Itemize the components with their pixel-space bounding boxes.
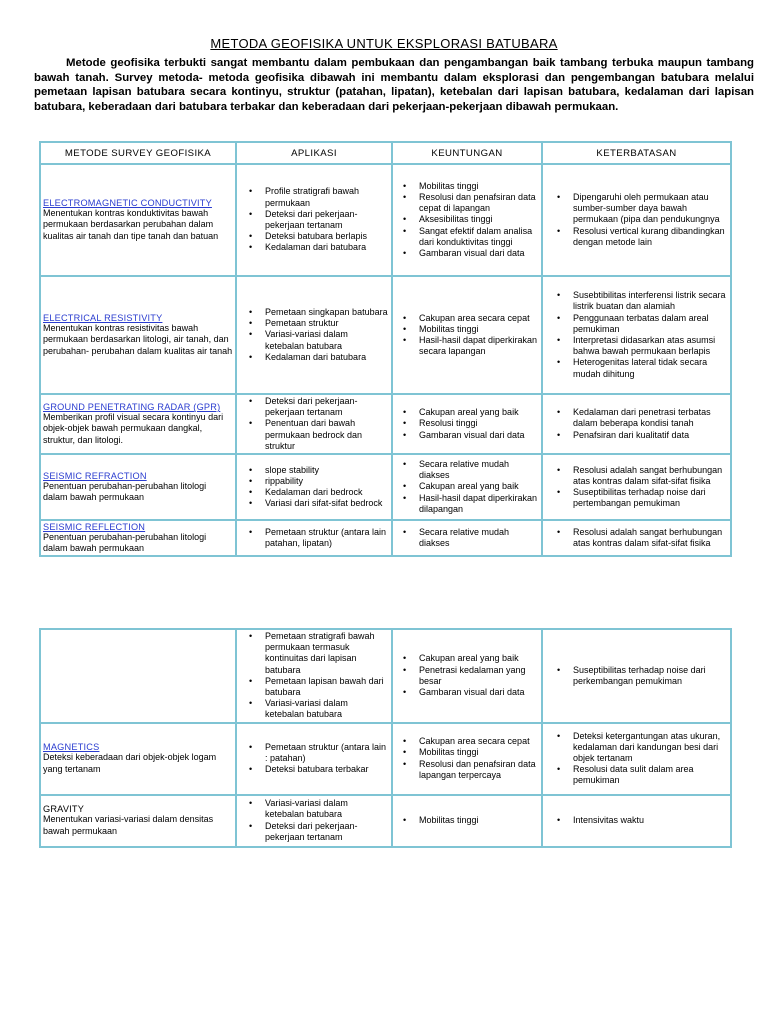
method-description: Penentuan perubahan-perubahan litologi dalam bawah permukaan bbox=[43, 532, 207, 554]
list-item: • Gambaran visual dari data bbox=[419, 248, 539, 259]
list-item: • Hasil-hasil dapat diperkirakan dilapangan bbox=[419, 493, 539, 515]
method-description: Penentuan perubahan-perubahan litologi dalam bawah permukaan bbox=[43, 480, 207, 503]
list-item: • Resolusi tinggi bbox=[419, 418, 539, 429]
aplikasi-list bbox=[239, 631, 389, 721]
aplikasi-list bbox=[239, 186, 389, 253]
table-1-body bbox=[40, 164, 731, 556]
aplikasi-list bbox=[239, 798, 389, 843]
method-name[interactable]: SEISMIC REFLECTION bbox=[43, 522, 146, 533]
list-item: • Deteksi dari pekerjaan-pekerjaan tertanam bbox=[265, 396, 389, 418]
table-row bbox=[40, 164, 731, 276]
list-item: • Deteksi ketergantungan atas ukuran, kedalaman dari kandungan besi dari objek tertanam bbox=[573, 731, 728, 765]
list-item: • Aksesibilitas tinggi bbox=[419, 214, 539, 225]
list-item: • Variasi-variasi dalam ketebalan batubara bbox=[265, 798, 389, 820]
keuntungan-cell bbox=[392, 276, 542, 394]
method-description: Memberikan profil visual secara kontinyu dari objek-objek bawah permukaan dangkal, struktur, dan litologi. bbox=[43, 412, 224, 445]
list-item: • Cakupan area secara cepat bbox=[419, 313, 539, 324]
aplikasi-cell bbox=[236, 723, 392, 795]
keterbatasan-list bbox=[545, 731, 728, 787]
list-item: • Sangat efektif dalam analisa dari konduktivitas tinggi bbox=[419, 226, 539, 248]
keuntungan-cell bbox=[392, 795, 542, 847]
method-cell bbox=[40, 520, 236, 556]
keterbatasan-list bbox=[545, 815, 728, 826]
keterbatasan-cell bbox=[542, 276, 731, 394]
aplikasi-cell bbox=[236, 520, 392, 556]
aplikasi-list bbox=[239, 396, 389, 452]
table-row bbox=[40, 276, 731, 394]
method-name[interactable]: GROUND PENETRATING RADAR (GPR) bbox=[43, 402, 221, 413]
keuntungan-list bbox=[395, 653, 539, 698]
keuntungan-list bbox=[395, 181, 539, 259]
header-metode: METODE SURVEY GEOFISIKA bbox=[40, 142, 236, 164]
method-cell bbox=[40, 276, 236, 394]
list-item: • Variasi-variasi dalam ketebalan batubara bbox=[265, 698, 389, 720]
list-item: • Kedalaman dari bedrock bbox=[265, 487, 389, 498]
method-description: Menentukan variasi-variasi dalam densitas bawah permukaan bbox=[43, 814, 214, 836]
list-item: • Suseptibilitas terhadap noise dari perkembangan pemukiman bbox=[573, 665, 728, 687]
keuntungan-cell bbox=[392, 723, 542, 795]
method-cell bbox=[40, 723, 236, 795]
keuntungan-cell bbox=[392, 454, 542, 520]
list-item: • Variasi-variasi dalam ketebalan batubara bbox=[265, 329, 389, 351]
table-row bbox=[40, 629, 731, 723]
list-item: • Secara relative mudah diakses bbox=[419, 459, 539, 481]
keuntungan-list bbox=[395, 313, 539, 358]
keterbatasan-list bbox=[545, 290, 728, 380]
table-row bbox=[40, 394, 731, 454]
list-item: • Cakupan areal yang baik bbox=[419, 481, 539, 492]
table-row bbox=[40, 723, 731, 795]
keterbatasan-list bbox=[545, 465, 728, 510]
header-keuntungan: KEUNTUNGAN bbox=[392, 142, 542, 164]
aplikasi-cell bbox=[236, 276, 392, 394]
list-item: • Deteksi dari pekerjaan-pekerjaan tertanam bbox=[265, 209, 389, 231]
list-item: • Mobilitas tinggi bbox=[419, 747, 539, 758]
table-row bbox=[40, 520, 731, 556]
keuntungan-cell bbox=[392, 164, 542, 276]
keterbatasan-list bbox=[545, 665, 728, 687]
list-item: • Cakupan area secara cepat bbox=[419, 736, 539, 747]
list-item: • Deteksi batubara berlapis bbox=[265, 231, 389, 242]
list-item: • rippability bbox=[265, 476, 389, 487]
list-item: • Resolusi data sulit dalam area pemukiman bbox=[573, 764, 728, 786]
list-item: • Resolusi adalah sangat berhubungan atas kontras dalam sifat-sifat fisika bbox=[573, 527, 728, 549]
list-item: • Penggunaan terbatas dalam areal pemukiman bbox=[573, 313, 728, 335]
method-name: GRAVITY bbox=[43, 804, 85, 815]
geophysics-methods-table-2 bbox=[39, 628, 732, 848]
list-item: • Variasi dari sifat-sifat bedrock bbox=[265, 498, 389, 509]
list-item: • Hasil-hasil dapat diperkirakan secara lapangan bbox=[419, 335, 539, 357]
keterbatasan-cell bbox=[542, 394, 731, 454]
list-item: • Penetrasi kedalaman yang besar bbox=[419, 665, 539, 687]
list-item: • Gambaran visual dari data bbox=[419, 430, 539, 441]
keterbatasan-cell bbox=[542, 629, 731, 723]
aplikasi-list bbox=[239, 307, 389, 363]
method-name[interactable]: ELECTROMAGNETIC CONDUCTIVITY bbox=[43, 198, 212, 209]
header-keterbatasan: KETERBATASAN bbox=[542, 142, 731, 164]
list-item: • Kedalaman dari batubara bbox=[265, 242, 389, 253]
list-item: • Resolusi adalah sangat berhubungan atas kontras dalam sifat-sifat fisika bbox=[573, 465, 728, 487]
list-item: • Pemetaan singkapan batubara bbox=[265, 307, 389, 318]
header-aplikasi: APLIKASI bbox=[236, 142, 392, 164]
keterbatasan-cell bbox=[542, 164, 731, 276]
method-name[interactable]: SEISMIC REFRACTION bbox=[43, 470, 147, 481]
method-description: Menentukan kontras resistivitas bawah permukaan berdasarkan litologi, air tanah, dan perubahan- perubahan dalam kualitas air tanah bbox=[43, 323, 233, 356]
intro-paragraph: Metode geofisika terbukti sangat membantu dalam pembukaan dan pengambangan baik tambang terbuka maupun tambang bawah tanah. Survey metoda- metoda geofisika dibawah ini membantu dalam eksplorasi dan pengembangan batubara melalui pemetaan lapisan batubara secara kontinyu, struktur (patahan, lipatan), ketebalan dari lapisan batubara, kedalaman dari lapisan batubara, keberadaan dari batubara terbakar dan keberadaan dari pekerjaan-pekerjaan dibawah permukaan. bbox=[34, 57, 754, 113]
aplikasi-list bbox=[239, 527, 389, 549]
list-item: • Profile stratigrafi bawah permukaan bbox=[265, 186, 389, 208]
method-description: Menentukan kontras konduktivitas bawah permukaan berdasarkan perubahan dalam kualitas air tanah dan tipe tanah dan batuan bbox=[43, 208, 219, 241]
aplikasi-cell bbox=[236, 795, 392, 847]
keterbatasan-list bbox=[545, 192, 728, 248]
keterbatasan-list bbox=[545, 407, 728, 441]
keuntungan-list bbox=[395, 527, 539, 549]
keterbatasan-cell bbox=[542, 454, 731, 520]
keuntungan-cell bbox=[392, 394, 542, 454]
list-item: • Kedalaman dari batubara bbox=[265, 352, 389, 363]
list-item: • Deteksi dari pekerjaan-pekerjaan tertanam bbox=[265, 821, 389, 843]
method-name[interactable]: MAGNETICS bbox=[43, 742, 100, 753]
list-item: • slope stability bbox=[265, 465, 389, 476]
list-item: • Pemetaan struktur (antara lain patahan, lipatan) bbox=[265, 527, 389, 549]
list-item: • Mobilitas tinggi bbox=[419, 815, 539, 826]
list-item: • Suseptibilitas terhadap noise dari pertembangan pemukiman bbox=[573, 487, 728, 509]
geophysics-methods-table-1 bbox=[39, 141, 732, 557]
method-name[interactable]: ELECTRICAL RESISTIVITY bbox=[43, 313, 163, 324]
keuntungan-list bbox=[395, 407, 539, 441]
aplikasi-list bbox=[239, 465, 389, 510]
list-item: • Gambaran visual dari data bbox=[419, 687, 539, 698]
list-item: • Mobilitas tinggi bbox=[419, 181, 539, 192]
list-item: • Kedalaman dari penetrasi terbatas dalam beberapa kondisi tanah bbox=[573, 407, 728, 429]
aplikasi-list bbox=[239, 742, 389, 776]
list-item: • Heterogenitas lateral tidak secara mudah dihitung bbox=[573, 357, 728, 379]
list-item: • Cakupan areal yang baik bbox=[419, 653, 539, 664]
aplikasi-cell bbox=[236, 629, 392, 723]
list-item: • Susebtibilitas interferensi listrik secara listrik buatan dan alamiah bbox=[573, 290, 728, 312]
method-cell bbox=[40, 629, 236, 723]
list-item: • Deteksi batubara terbakar bbox=[265, 764, 389, 775]
list-item: • Dipengaruhi oleh permukaan atau sumber-sumber daya bawah permukaan (pipa dan pendukungnya bbox=[573, 192, 728, 226]
keterbatasan-list bbox=[545, 527, 728, 549]
list-item: • Pemetaan struktur bbox=[265, 318, 389, 329]
list-item: • Resolusi vertical kurang dibandingkan dengan metode lain bbox=[573, 226, 728, 248]
aplikasi-cell bbox=[236, 394, 392, 454]
keterbatasan-cell bbox=[542, 520, 731, 556]
list-item: • Mobilitas tinggi bbox=[419, 324, 539, 335]
keuntungan-cell bbox=[392, 629, 542, 723]
list-item: • Secara relative mudah diakses bbox=[419, 527, 539, 549]
table-row bbox=[40, 454, 731, 520]
keuntungan-list bbox=[395, 815, 539, 826]
list-item: • Resolusi dan penafsiran data cepat di lapangan bbox=[419, 192, 539, 214]
list-item: • Penentuan dari bawah permukaan bedrock dan struktur bbox=[265, 418, 389, 452]
list-item: • Pemetaan struktur (antara lain : patahan) bbox=[265, 742, 389, 764]
keuntungan-list bbox=[395, 459, 539, 515]
method-cell bbox=[40, 164, 236, 276]
list-item: • Pemetaan stratigrafi bawah permukaan termasuk kontinuitas dari lapisan batubara bbox=[265, 631, 389, 676]
list-item: • Penafsiran dari kualitatif data bbox=[573, 430, 728, 441]
list-item: • Cakupan areal yang baik bbox=[419, 407, 539, 418]
aplikasi-cell bbox=[236, 164, 392, 276]
keuntungan-cell bbox=[392, 520, 542, 556]
list-item: • Resolusi dan penafsiran data lapangan terpercaya bbox=[419, 759, 539, 781]
table-row bbox=[40, 795, 731, 847]
aplikasi-cell bbox=[236, 454, 392, 520]
keuntungan-list bbox=[395, 736, 539, 781]
keterbatasan-cell bbox=[542, 723, 731, 795]
method-cell bbox=[40, 795, 236, 847]
method-description: Deteksi keberadaan dari objek-objek logam yang tertanam bbox=[43, 752, 217, 774]
method-cell bbox=[40, 454, 236, 520]
document-title: METODA GEOFISIKA UNTUK EKSPLORASI BATUBARA bbox=[210, 36, 558, 51]
method-cell bbox=[40, 394, 236, 454]
table-header-row bbox=[40, 142, 731, 164]
list-item: • Intensivitas waktu bbox=[573, 815, 728, 826]
table-2-body bbox=[40, 629, 731, 847]
list-item: • Interpretasi didasarkan atas asumsi bahwa bawah permukaan berlapis bbox=[573, 335, 728, 357]
list-item: • Pemetaan lapisan bawah dari batubara bbox=[265, 676, 389, 698]
keterbatasan-cell bbox=[542, 795, 731, 847]
